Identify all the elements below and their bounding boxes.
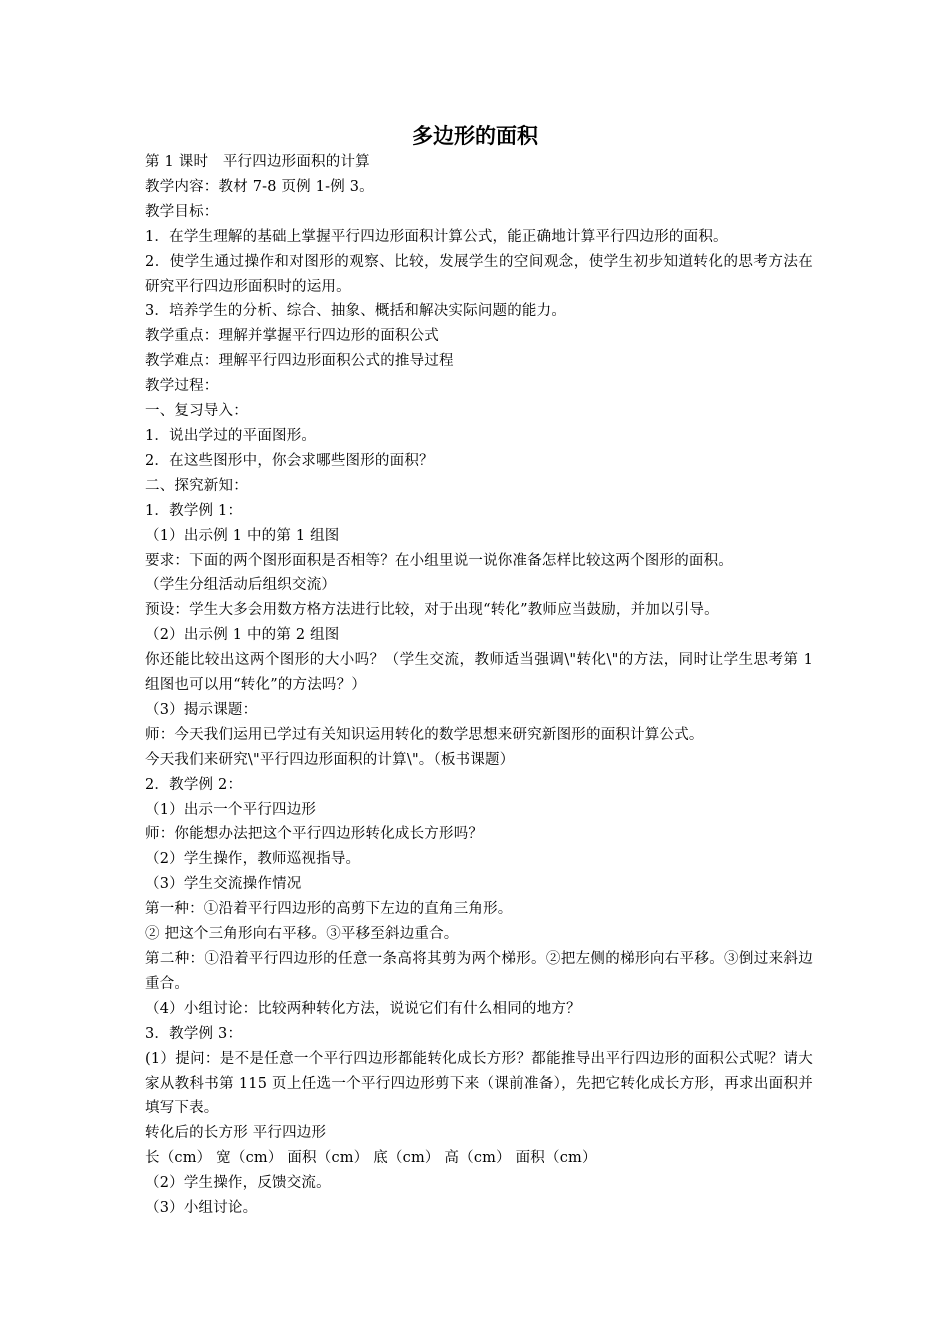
example-3-step-1: (1）提问：是不是任意一个平行四边形都能转化成长方形？都能推导出平行四边形的面积公式呢？请大家从教科书第 115 页上任选一个平行四边形剪下来（课前准备），先把它转化成长方形，再求出面积并填写下表。	[145, 1050, 813, 1117]
table-header-groups: 转化后的长方形 平行四边形	[145, 1125, 327, 1142]
method-2: 第二种：①沿着平行四边形的任意一条高将其剪为两个梯形。②把左侧的梯形向右平移。③倒过来斜边重合。	[145, 951, 813, 992]
method-1: 第一种：①沿着平行四边形的高剪下左边的直角三角形。	[145, 901, 513, 918]
method-1-continued: ② 把这个三角形向右平移。③平移至斜边重合。	[145, 926, 459, 943]
review-item-2: 2．在这些图形中，你会求哪些图形的面积？	[145, 452, 434, 469]
teaching-content: 教学内容：教材 7-8 页例 1-例 3。	[145, 178, 374, 195]
example-2-step-4: （4）小组讨论：比较两种转化方法，说说它们有什么相同的地方？	[145, 1000, 581, 1017]
section-review: 一、复习导入：	[145, 403, 248, 420]
example-1-heading: 1．教学例 1：	[145, 502, 243, 519]
section-explore: 二、探究新知：	[145, 477, 248, 494]
example-3-step-2: （2）学生操作，反馈交流。	[145, 1175, 331, 1192]
example-3-heading: 3．教学例 3：	[145, 1025, 243, 1042]
review-item-1: 1．说出学过的平面图形。	[145, 427, 317, 444]
example-2-heading: 2．教学例 2：	[145, 776, 243, 793]
example-2-step-3: （3）学生交流操作情况	[145, 876, 302, 893]
key-point: 教学重点：理解并掌握平行四边形的面积公式	[145, 328, 439, 345]
teacher-remark: 师：今天我们运用已学过有关知识运用转化的数学思想来研究新图形的面积计算公式。	[145, 726, 704, 743]
document-title: 多边形的面积	[412, 124, 538, 148]
lesson-heading: 第 1 课时 平行四边形面积的计算	[145, 154, 370, 170]
example-1-step-2: （2）出示例 1 中的第 2 组图	[145, 627, 340, 644]
example-1-activity: （学生分组活动后组织交流）	[145, 577, 337, 594]
example-2-step-1: （1）出示一个平行四边形	[145, 801, 317, 818]
objective-3: 3．培养学生的分析、综合、抽象、概括和解决实际问题的能力。	[145, 303, 567, 320]
objective-1: 1．在学生理解的基础上掌握平行四边形面积计算公式，能正确地计算平行四边形的面积。	[145, 228, 728, 245]
example-3-step-3: （3）小组讨论。	[145, 1200, 258, 1217]
objectives-heading: 教学目标：	[145, 203, 219, 220]
difficult-point: 教学难点：理解平行四边形面积公式的推导过程	[145, 353, 454, 370]
table-header-columns: 长（cm） 宽（cm） 面积（cm） 底（cm） 高（cm） 面积（cm）	[145, 1150, 597, 1167]
example-2-question: 师：你能想办法把这个平行四边形转化成长方形吗？	[145, 826, 484, 843]
example-2-step-2: （2）学生操作，教师巡视指导。	[145, 851, 361, 868]
example-1-question: 你还能比较出这两个图形的大小吗？（学生交流，教师适当强调\"转化\"的方法，同时让学生思考第 1 组图也可以用“转化”的方法吗？）	[145, 652, 813, 694]
example-1-requirement: 要求：下面的两个图形面积是否相等？在小组里说一说你准备怎样比较这两个图形的面积。	[145, 552, 733, 569]
example-1-preset: 预设：学生大多会用数方格方法进行比较，对于出现“转化”教师应当鼓励，并加以引导。	[145, 602, 719, 619]
process-heading: 教学过程：	[145, 378, 219, 395]
example-1-step-1: （1）出示例 1 中的第 1 组图	[145, 527, 340, 544]
document-body	[145, 150, 813, 1221]
topic-announcement: 今天我们来研究\"平行四边形面积的计算\"。（板书课题）	[145, 751, 515, 768]
example-1-step-3: （3）揭示课题：	[145, 701, 258, 718]
objective-2: 2．使学生通过操作和对图形的观察、比较，发展学生的空间观念，使学生初步知道转化的思考方法在研究平行四边形面积时的运用。	[145, 253, 813, 295]
